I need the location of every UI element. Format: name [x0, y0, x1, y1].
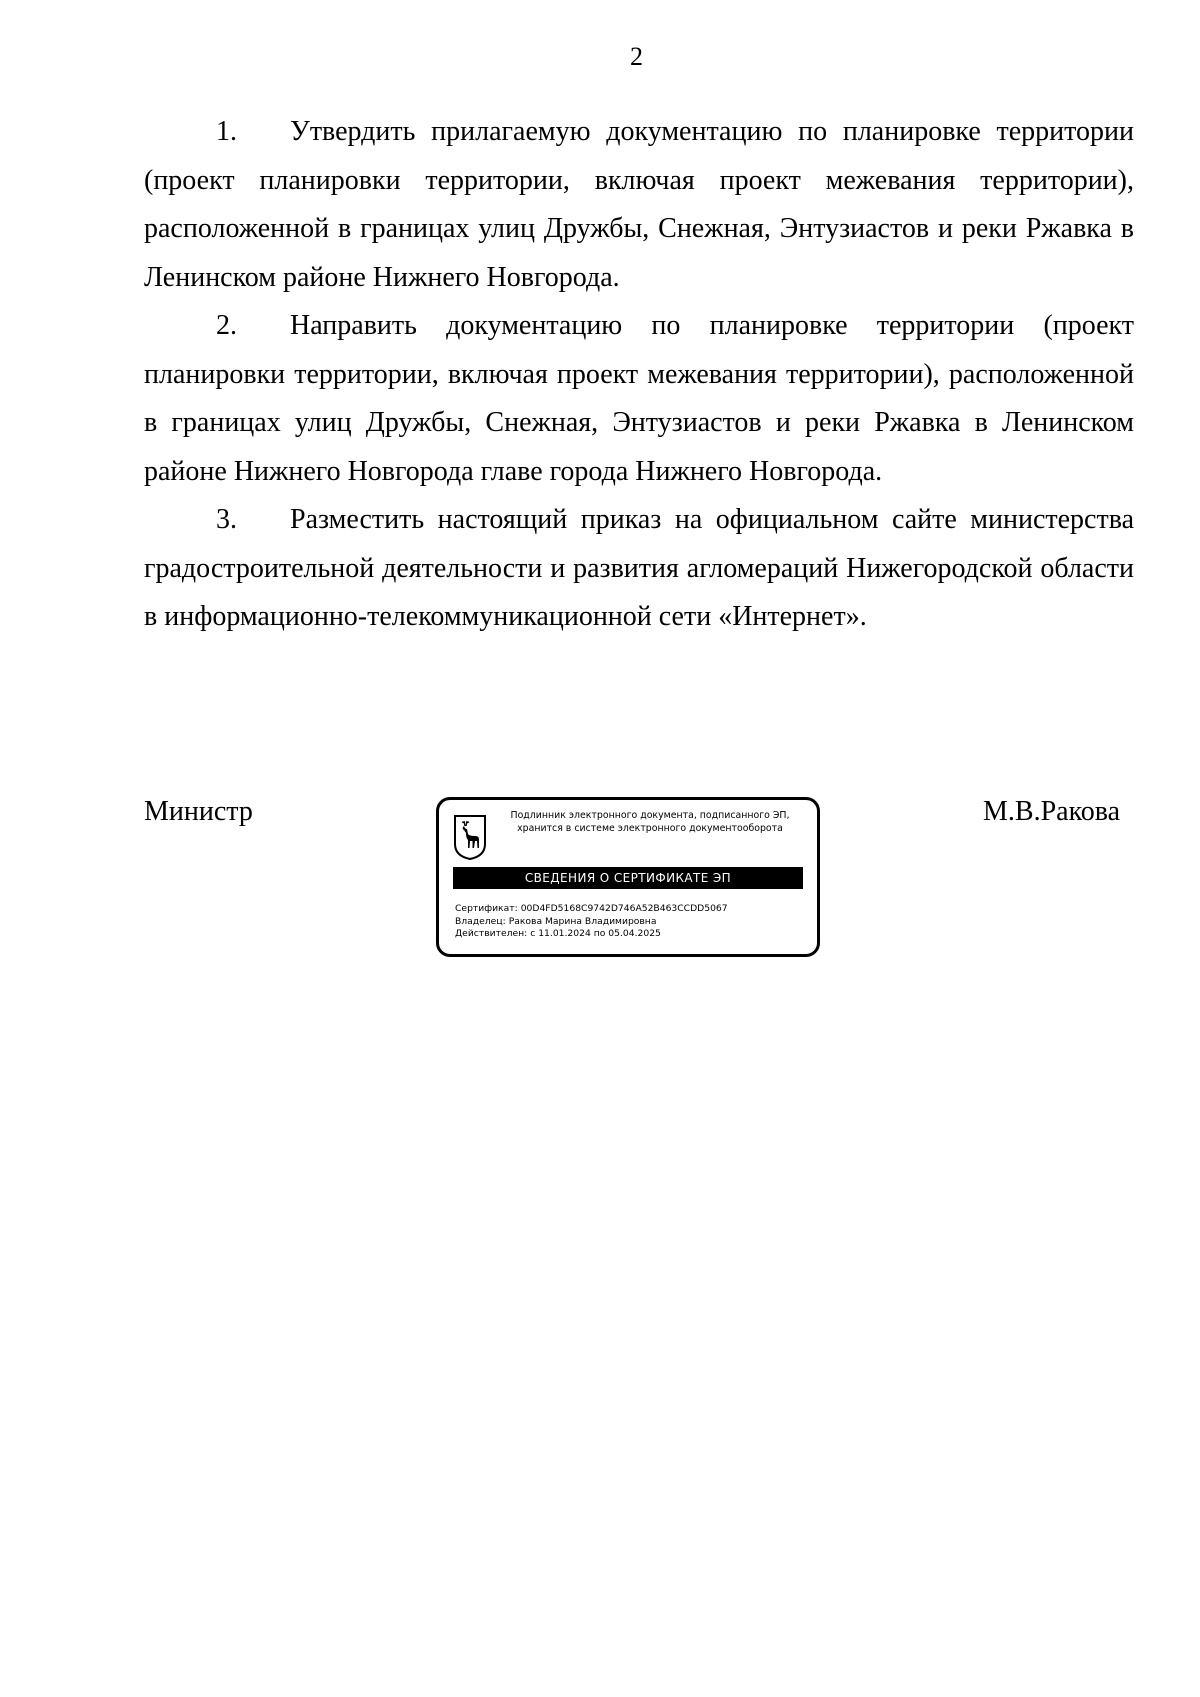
certificate-value: 00D4FD5168C9742D746A52B463CCDD5067 [520, 903, 728, 914]
validity-row [455, 928, 728, 941]
owner-row [455, 916, 728, 929]
owner-value: Ракова Марина Владимировна [508, 915, 657, 927]
paragraph-2 [144, 302, 1134, 496]
paragraph-number: 1. [216, 116, 237, 147]
page-number: 2 [630, 42, 643, 71]
stamp-header-line-1: Подлинник электронного документа, подписанного ЭП, [510, 810, 790, 821]
deer-emblem-icon [453, 814, 487, 860]
paragraph-number: 2. [216, 310, 237, 341]
paragraph-number: 3. [216, 504, 237, 535]
stamp-header-line-2: хранится в системе электронного документооборота [517, 822, 783, 834]
certificate-details [455, 903, 728, 941]
paragraph-text: Утвердить прилагаемую документацию по планировке территории (проект планировки территории, включая проект межевания территории), расположенной в границах улиц Дружбы, Снежная, Энтузиастов и реки Ржавка в Ленинском районе Нижнего Новгорода. [144, 116, 1134, 293]
stamp-header [491, 810, 809, 835]
electronic-signature-stamp [436, 797, 820, 957]
document-body [144, 108, 1134, 642]
validity-value: с 11.01.2024 по 05.04.2025 [530, 928, 661, 939]
certificate-label: Сертификат: [455, 903, 518, 914]
signer-role: Министр [144, 796, 253, 827]
stamp-title-bar: СВЕДЕНИЯ О СЕРТИФИКАТЕ ЭП [453, 867, 803, 889]
owner-label: Владелец: [455, 915, 506, 927]
validity-label: Действителен: [455, 928, 528, 939]
paragraph-1 [144, 108, 1134, 302]
paragraph-text: Направить документацию по планировке территории (проект планировки территории, включая проект межевания территории), расположенной в границах улиц Дружбы, Снежная, Энтузиастов и реки Ржавка в Ленинском районе Нижнего Новгорода главе города Нижнего Новгорода. [144, 310, 1134, 487]
paragraph-text: Разместить настоящий приказ на официальном сайте министерства градостроительной деятельности и развития агломераций Нижегородской области в информационно-телекоммуникационной сети «Интернет». [144, 504, 1134, 632]
certificate-row [455, 903, 728, 916]
signer-name: М.В.Ракова [983, 796, 1121, 827]
paragraph-3 [144, 496, 1134, 642]
